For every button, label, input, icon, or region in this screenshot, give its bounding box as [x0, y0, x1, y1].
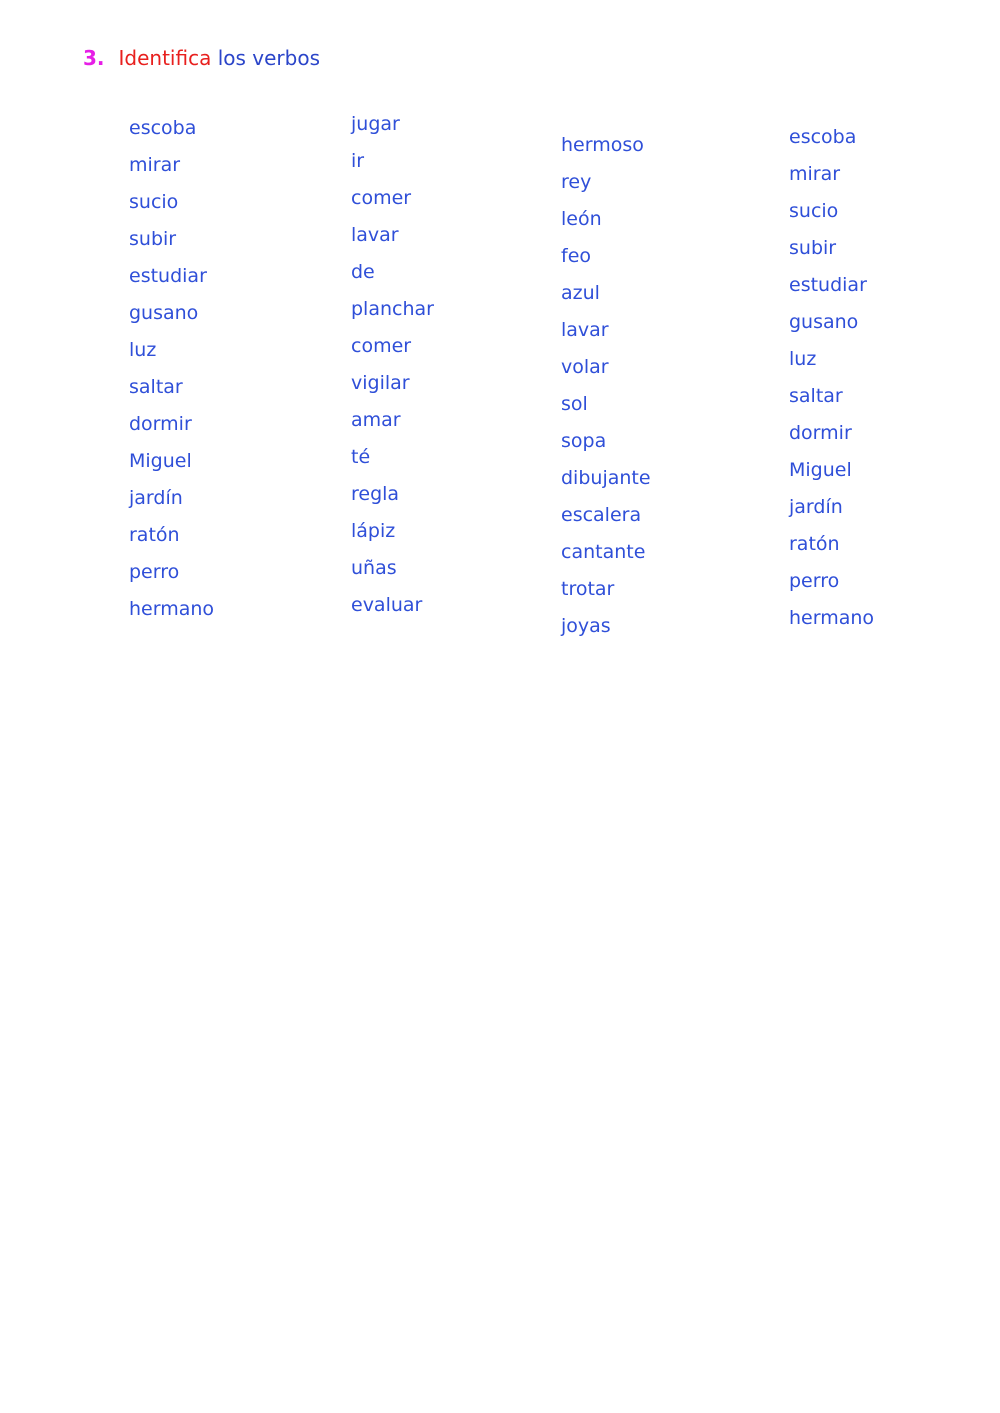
word-item[interactable]: evaluar: [351, 594, 423, 616]
word-item[interactable]: luz: [789, 348, 817, 370]
word-item[interactable]: subir: [789, 237, 837, 259]
word-item[interactable]: lavar: [561, 319, 609, 341]
instruction-verb: Identifica: [118, 46, 212, 70]
word-item[interactable]: amar: [351, 409, 401, 431]
word-item[interactable]: joyas: [561, 615, 611, 637]
word-item[interactable]: trotar: [561, 578, 615, 600]
word-item[interactable]: perro: [789, 570, 840, 592]
word-item[interactable]: comer: [351, 335, 412, 357]
word-item[interactable]: planchar: [351, 298, 434, 320]
word-item[interactable]: lápiz: [351, 520, 396, 542]
exercise-number: 3.: [83, 46, 105, 70]
word-item[interactable]: león: [561, 208, 602, 230]
word-item[interactable]: estudiar: [789, 274, 867, 296]
word-item[interactable]: ratón: [789, 533, 840, 555]
word-column-4: [789, 125, 874, 643]
word-item[interactable]: hermano: [789, 607, 875, 629]
word-item[interactable]: volar: [561, 356, 609, 378]
word-item[interactable]: rey: [561, 171, 592, 193]
word-item[interactable]: subir: [129, 228, 177, 250]
word-item[interactable]: gusano: [789, 311, 859, 333]
word-item[interactable]: sopa: [561, 430, 607, 452]
word-column-1: [129, 116, 214, 634]
word-item[interactable]: Miguel: [129, 450, 192, 472]
word-item[interactable]: jardín: [789, 496, 843, 518]
word-item[interactable]: hermoso: [561, 134, 644, 156]
word-item[interactable]: escoba: [129, 117, 197, 139]
word-item[interactable]: sucio: [789, 200, 839, 222]
word-item[interactable]: lavar: [351, 224, 399, 246]
word-item[interactable]: estudiar: [129, 265, 207, 287]
word-item[interactable]: mirar: [129, 154, 181, 176]
word-item[interactable]: de: [351, 261, 375, 283]
instruction-rest: los verbos: [217, 46, 320, 70]
word-column-2: [351, 112, 434, 630]
word-item[interactable]: comer: [351, 187, 412, 209]
word-item[interactable]: luz: [129, 339, 157, 361]
word-item[interactable]: dormir: [129, 413, 192, 435]
word-item[interactable]: ratón: [129, 524, 180, 546]
word-item[interactable]: dibujante: [561, 467, 651, 489]
word-item[interactable]: saltar: [789, 385, 843, 407]
word-item[interactable]: perro: [129, 561, 180, 583]
word-item[interactable]: jugar: [351, 113, 400, 135]
word-item[interactable]: regla: [351, 483, 400, 505]
exercise-heading: [83, 44, 320, 72]
word-item[interactable]: Miguel: [789, 459, 852, 481]
word-item[interactable]: escalera: [561, 504, 642, 526]
word-item[interactable]: vigilar: [351, 372, 410, 394]
word-item[interactable]: hermano: [129, 598, 215, 620]
word-column-3: [561, 133, 651, 651]
word-item[interactable]: escoba: [789, 126, 857, 148]
word-item[interactable]: gusano: [129, 302, 199, 324]
word-item[interactable]: ir: [351, 150, 365, 172]
word-item[interactable]: feo: [561, 245, 592, 267]
word-item[interactable]: saltar: [129, 376, 183, 398]
word-item[interactable]: jardín: [129, 487, 183, 509]
word-item[interactable]: sol: [561, 393, 588, 415]
word-item[interactable]: dormir: [789, 422, 852, 444]
word-item[interactable]: uñas: [351, 557, 397, 579]
word-item[interactable]: cantante: [561, 541, 646, 563]
word-item[interactable]: sucio: [129, 191, 179, 213]
word-item[interactable]: azul: [561, 282, 600, 304]
word-item[interactable]: mirar: [789, 163, 841, 185]
word-item[interactable]: té: [351, 446, 371, 468]
